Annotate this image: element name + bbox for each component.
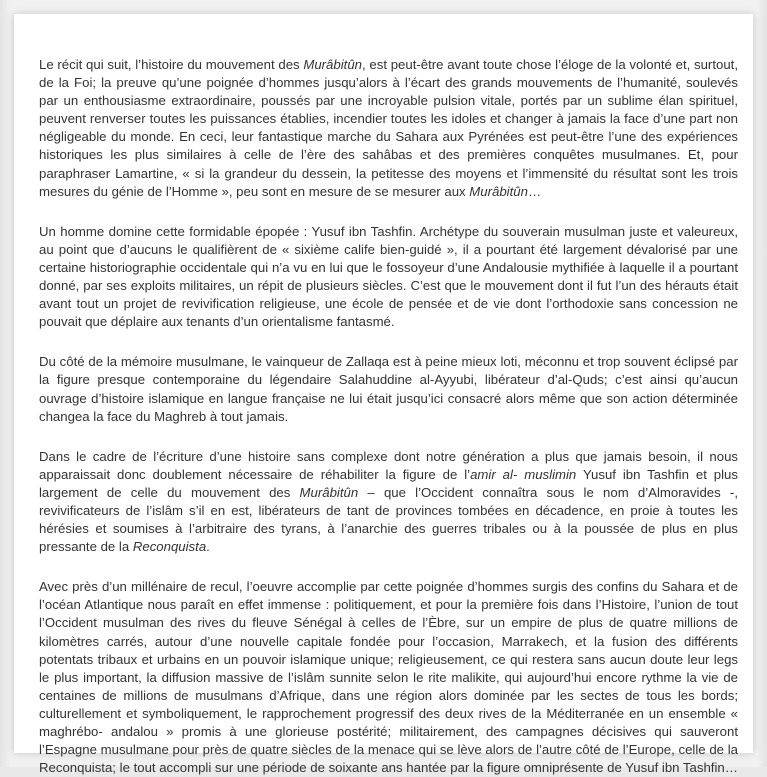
text-run: .	[206, 539, 210, 555]
text-run: – que l’Occident connaîtra sous le nom d’Almoravides -, revivificateurs de l’islâm s’il en est, libérateurs de tant de provinces tombées en décadence, en proie à toutes les hérésies et soumises à l’arbitraire des tyrans, à l’anarchie des guerres tribales ou à la poussée de plus en plus pressante de la	[39, 484, 738, 555]
text-run: , est peut-être avant toute chose l’éloge de la volonté et, surtout, de la Foi; la preuve qu’une poignée d’hommes jusqu’alors à l’écart des grands mouvements de l’humanité, soulevés par un enthousiasme extraordinaire, poussés par une incroyable pulsion vitale, portés par un sublime élan spirituel, peuvent renverser toutes les puissances établies, incendier toutes les idoles et changer à jamais la face d’une part non négligeable du monde. En ceci, leur fantastique marche du Sahara aux Pyrénées est peut-être l’une des expériences historiques les plus similaires à celle de l’ère des sahâbas et des premières conquêtes musulmanes. Et, pour paraphraser Lamartine, « si la grandeur du dessein, la petitesse des moyens et l’immensité du résultat sont les trois mesures du génie de l’Homme », peu sont en mesure de se mesurer aux	[39, 57, 738, 199]
text-run: Avec près d’un millénaire de recul, l’oeuvre accomplie par cette poignée d’hommes surgis des confins du Sahara et de l’océan Atlantique nous paraît en effet immense : politiquement, et pour la première fois dans l’Histoire, l’union de tout l’Occident musulman des rives du fleuve Sénégal à celles de l’Èbre, sur un empire de plus de quatre millions de kilomètres carrés, autour d’une nouvelle capitale fondée pour l’occasion, Marrakech, et la fusion des différents potentats tribaux et urbains en un pouvoir islamique unique; religieusement, ce qui restera sans aucun doute leur legs le plus important, la diffusion massive de l’islâm sunnite selon le rite malikite, qui aujourd’hui encore rythme la vie de centaines de millions de musulmans d’Afrique, dans une région alors dominée par les sectes de tous les bords; culturellement et symboliquement, le rapprochement progressif des deux rives de la Méditerranée en un ensemble « maghrébo- andalou » promis à une glorieuse postérité; militairement, des campagnes décisives qui sauveront l’Espagne musulmane pour près de quatre siècles de la menace qui se lève alors de l’autre côté de l’Europe, celle de la Reconquista; le tout accompli sur une période de soixante ans hantée par la figure omniprésente de Yusuf ibn Tashfin…	[39, 579, 738, 776]
paragraph-1	[39, 56, 738, 201]
paragraph-4	[39, 448, 738, 557]
italic-text: Murâbitûn	[303, 57, 362, 72]
text-card	[14, 14, 753, 776]
text-run: Du côté de la mémoire musulmane, le vainqueur de Zallaqa est à peine mieux loti, méconnu et trop souvent éclipsé par la figure presque contemporaine du légendaire Salahuddine al-Ayyubi, libérateur d’al-Quds; c’est ainsi qu’aucun ouvrage d’histoire islamique en langue française ne lui était jusqu’ici consacré alors même que son action déterminée changea la face du Maghreb à tout jamais.	[39, 354, 738, 424]
text-run: Un homme domine cette formidable épopée : Yusuf ibn Tashfin. Archétype du souverain musulman juste et valeureux, au point que d’aucuns le qualifièrent de « sixième calife bien-guidé », il a pourtant été largement dévalorisé par une certaine historiographie occidentale qui n’a vu en lui que le fossoyeur d’une Andalousie mythifiée à laquelle il a pourtant donné, par ses exploits militaires, un répit de plusieurs siècles. C’est que le mouvement dont il fut l’un des hérauts était avant tout un projet de revivification religieuse, une école de pensée et de vie dont l’orthodoxie sans concession ne pouvait que déplaire aux tenants d’un orientalisme fantasmé.	[39, 223, 738, 330]
text-run: Le récit qui suit, l’histoire du mouvement des	[39, 57, 304, 72]
paragraph-2	[39, 223, 738, 332]
italic-text: amir al- muslimin	[470, 466, 577, 482]
paragraph-3	[39, 353, 738, 425]
italic-text: Murâbitûn	[469, 183, 528, 199]
italic-text: Murâbitûn	[299, 484, 359, 500]
text-run: Yusuf ibn Tashfin et plus largement de celle du mouvement des	[39, 466, 738, 500]
italic-text: Reconquista	[132, 539, 207, 555]
paragraph-5	[39, 578, 738, 777]
text-run: …	[527, 183, 542, 199]
text-run: Dans le cadre de l’écriture d’une histoire sans complexe dont notre génération a plus que jamais besoin, il nous apparaissait donc doublement nécessaire de réhabiliter la figure de l’	[39, 448, 738, 482]
